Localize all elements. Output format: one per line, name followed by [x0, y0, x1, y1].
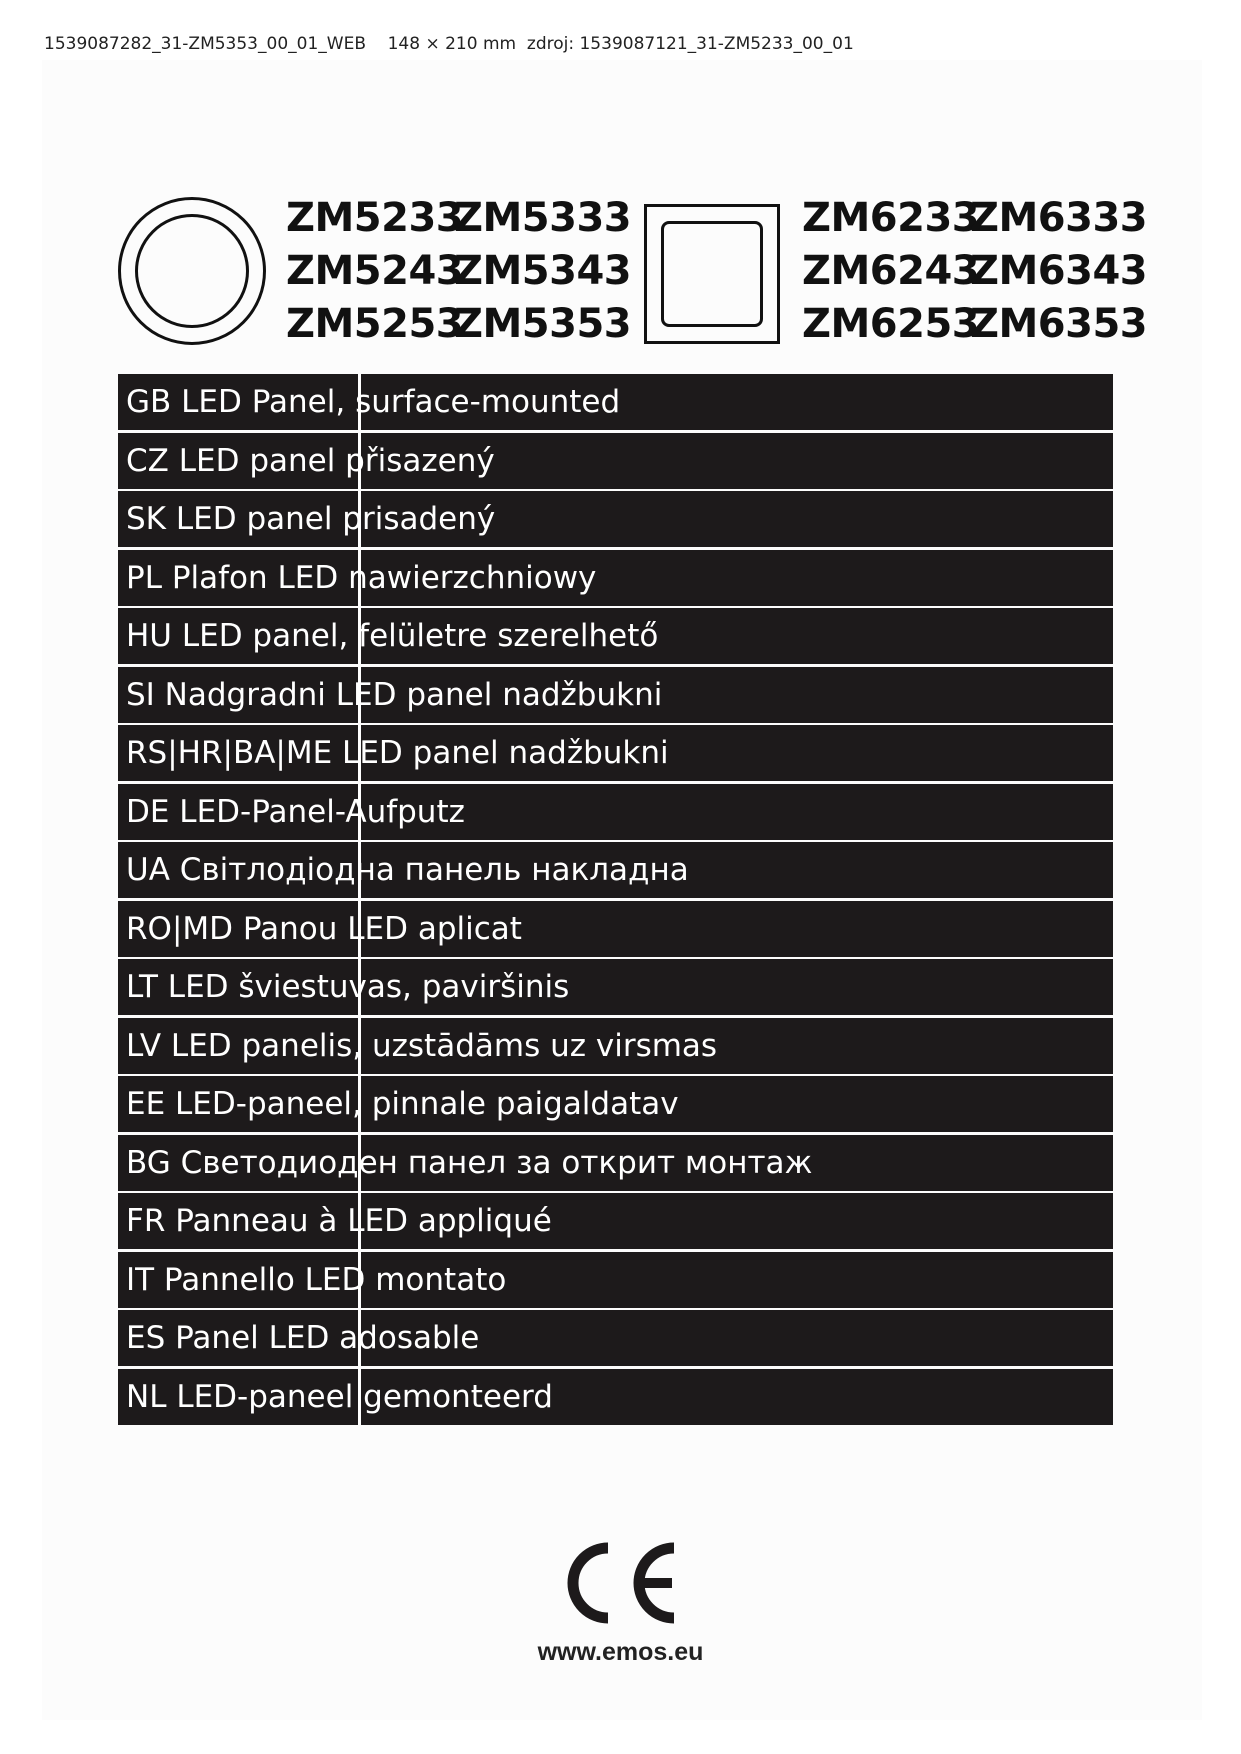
round-panel-icon — [118, 197, 266, 345]
model-row — [802, 298, 1147, 351]
language-label: LV LED panelis, uzstādāms uz virsmas — [126, 1027, 718, 1064]
language-label: ES Panel LED adosable — [126, 1320, 480, 1356]
language-label: IT Pannello LED montato — [126, 1261, 507, 1298]
language-label: CZ LED panel přisazený — [126, 442, 495, 479]
language-row — [118, 1310, 1113, 1366]
page-size: 148 × 210 mm — [387, 34, 517, 54]
model-code: ZM6343 — [970, 248, 1148, 294]
model-row — [286, 192, 631, 245]
language-row — [118, 1252, 1113, 1308]
language-label: PL Plafon LED nawierzchniowy — [126, 559, 597, 596]
language-row — [118, 374, 1113, 430]
model-row — [286, 245, 631, 298]
ce-mark-icon — [556, 1540, 681, 1626]
model-code: ZM5253 — [286, 301, 464, 347]
model-code: ZM6333 — [970, 195, 1148, 241]
language-label: SK LED panel prisadený — [126, 501, 496, 537]
language-label: LT LED šviestuvas, paviršinis — [126, 969, 570, 1005]
language-list — [118, 374, 1113, 1427]
language-row — [118, 550, 1113, 606]
language-label: NL LED-paneel gemonteerd — [126, 1378, 553, 1415]
model-code: ZM6233 — [802, 195, 980, 241]
language-row — [118, 608, 1113, 664]
language-row — [118, 784, 1113, 840]
language-label: BG Светодиоден панел за открит монтаж — [126, 1144, 813, 1181]
language-row — [118, 1076, 1113, 1132]
language-row — [118, 1193, 1113, 1249]
language-label: HU LED panel, felületre szerelhető — [126, 618, 659, 654]
website-link[interactable]: www.emos.eu — [537, 1638, 704, 1666]
language-row — [118, 433, 1113, 489]
model-code: ZM5343 — [454, 248, 632, 294]
language-row — [118, 901, 1113, 957]
file-id: 1539087282_31-ZM5353_00_01_WEB — [44, 34, 366, 54]
square-panel-icon — [644, 204, 780, 344]
language-row — [118, 1135, 1113, 1191]
model-code: ZM6353 — [970, 301, 1148, 347]
model-code: ZM6253 — [802, 301, 980, 347]
language-row — [118, 959, 1113, 1015]
model-code: ZM5233 — [286, 195, 464, 241]
language-label: GB LED Panel, surface-mounted — [126, 384, 621, 420]
language-row — [118, 1369, 1113, 1425]
round-model-list — [286, 192, 631, 351]
language-label: SI Nadgradni LED panel nadžbukni — [126, 676, 663, 713]
model-row — [286, 298, 631, 351]
language-row — [118, 725, 1113, 781]
file-info-header — [44, 34, 854, 54]
model-row — [802, 245, 1147, 298]
language-row — [118, 491, 1113, 547]
language-label: RO|MD Panou LED aplicat — [126, 910, 522, 947]
model-code: ZM5243 — [286, 248, 464, 294]
model-row — [802, 192, 1147, 245]
square-model-list — [802, 192, 1147, 351]
language-label: DE LED-Panel-Aufputz — [126, 793, 465, 830]
language-row — [118, 842, 1113, 898]
model-code: ZM5353 — [454, 301, 632, 347]
language-row — [118, 667, 1113, 723]
language-label: FR Panneau à LED appliqué — [126, 1203, 552, 1239]
model-code: ZM6243 — [802, 248, 980, 294]
language-label: EE LED-paneel, pinnale paigaldatav — [126, 1086, 679, 1122]
source-ref: zdroj: 1539087121_31-ZM5233_00_01 — [526, 34, 854, 54]
language-label: UA Світлодіодна панель накладна — [126, 852, 689, 888]
language-label: RS|HR|BA|ME LED panel nadžbukni — [126, 735, 669, 771]
language-row — [118, 1018, 1113, 1074]
model-code: ZM5333 — [454, 195, 632, 241]
